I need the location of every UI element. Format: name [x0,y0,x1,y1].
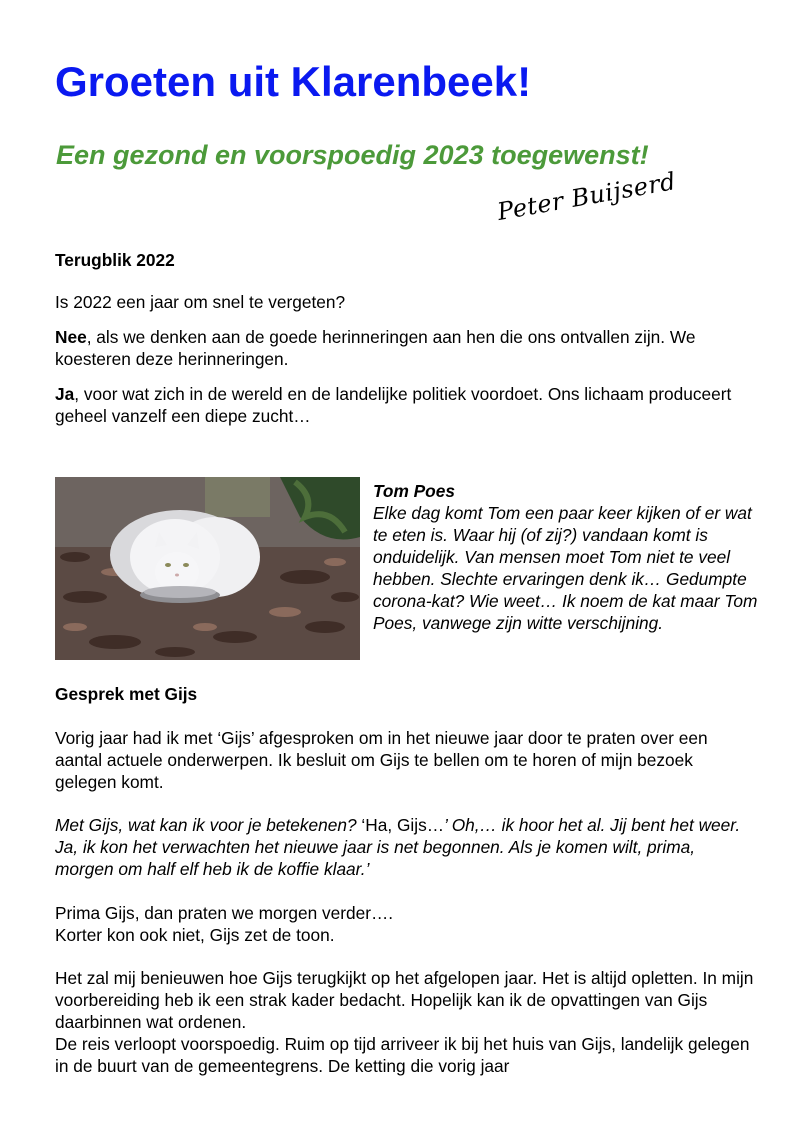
section-heading-terugblik: Terugblik 2022 [55,250,175,270]
label-nee: Nee [55,327,87,347]
paragraph-gijs-4: Het zal mij benieuwen hoe Gijs terugkijkt op het afgelopen jaar. Het is altijd opletten. In mijn voorbereiding heb ik een strak kader bedacht. Hopelijk kan ik de opvattingen van Gijs daarbinnen wat ordenen. [55,968,754,1032]
page-subtitle: Een gezond en voorspoedig 2023 toegewenst! [56,140,649,170]
text-gijs-italic-a: Met Gijs, wat kan ik voor je betekenen? [55,815,357,835]
text-ja: , voor wat zich in de wereld en de landelijke politiek voordoet. Ons lichaam produceert geheel vanzelf een diepe zucht… [55,384,732,426]
caption-text: Elke dag komt Tom een paar keer kijken of er wat te eten is. Waar hij (of zij?) vandaan komt is onduidelijk. Van mensen moet Tom niet te veel hebben. Slechte ervaringen denk ik… Gedumpte corona-kat? Wie weet… Ik noem de kat maar Tom Poes, vanwege zijn witte verschijning. [373,503,758,633]
paragraph-gijs-3 [55,902,755,946]
label-ja: Ja [55,384,75,404]
paragraph-gijs-2 [55,814,755,880]
caption-title: Tom Poes [373,481,455,501]
text-gijs-3b: Korter kon ook niet, Gijs zet de toon. [55,925,335,945]
paragraph-question: Is 2022 een jaar om snel te vergeten? [55,292,346,312]
page-title: Groeten uit Klarenbeek! [55,58,532,105]
signature-text: Peter Buijserd [495,167,679,226]
handwritten-signature [495,167,679,240]
text-gijs-3a: Prima Gijs, dan praten we morgen verder…. [55,903,394,923]
paragraph-gijs-5: De reis verloopt voorspoedig. Ruim op tijd arriveer ik bij het huis van Gijs, landelijk gelegen in de buurt van de gemeentegrens. De ketting die vorig jaar [55,1034,750,1076]
text-gijs-normal: ‘Ha, Gijs… [356,815,445,835]
photo-caption [373,480,763,634]
cat-photo [55,477,360,660]
text-nee: , als we denken aan de goede herinneringen aan hen die ons ontvallen zijn. We koesteren deze herinneringen. [55,327,696,369]
paragraph-nee [55,326,755,370]
text-gijs-italic-b: ’ Oh,… ik hoor het al. Jij bent het weer. Ja, ik kon het verwachten het nieuwe jaar is net begonnen. Als je komen wilt, prima, morgen om half elf heb ik de koffie klaar.’ [55,815,741,879]
section-heading-gijs: Gesprek met Gijs [55,684,198,704]
paragraph-gijs-1: Vorig jaar had ik met ‘Gijs’ afgesproken om in het nieuwe jaar door te praten over een aantal actuele onderwerpen. Ik besluit om Gijs te bellen om te horen of mijn bezoek gelegen komt. [55,728,708,792]
paragraph-ja [55,383,755,427]
